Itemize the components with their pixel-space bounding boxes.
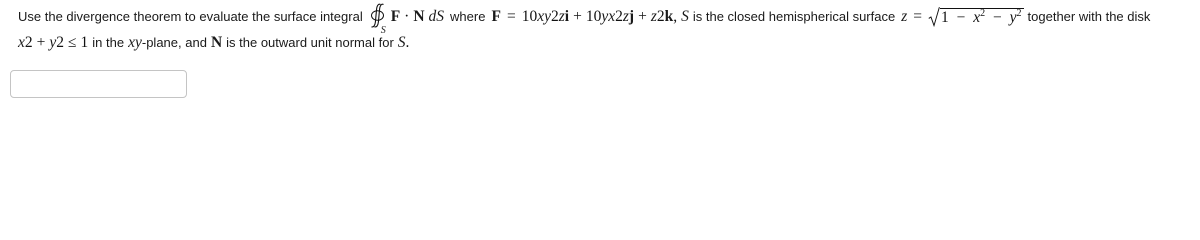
period: . <box>405 33 410 51</box>
radicand-y: y <box>1009 8 1017 26</box>
radicand-y-exponent: 2 <box>1016 7 1022 19</box>
plus-sign-2: + <box>638 7 647 25</box>
disk-y: y <box>49 33 57 51</box>
equals-sign-2: = <box>913 7 922 25</box>
term1-coefficient: 10 <box>521 7 538 25</box>
unit-vector-k: k <box>664 7 674 25</box>
term2-z: z <box>622 7 629 25</box>
term2-coefficient: 10 <box>585 7 602 25</box>
xy-plane-symbol: xy <box>128 33 142 51</box>
integrand-N: N <box>413 7 425 25</box>
radicand-x-exponent: 2 <box>980 7 986 19</box>
surface-description-text: is the closed hemispherical surface <box>692 8 896 24</box>
in-the-text: in the <box>92 34 125 50</box>
problem-statement <box>18 4 1198 55</box>
term1-z: z <box>558 7 565 25</box>
disk-plus: + <box>36 33 46 51</box>
where-text: where <box>450 8 486 24</box>
problem-prefix-text: Use the divergence theorem to evaluate the surface integral <box>18 8 363 24</box>
disk-x: x <box>18 33 25 51</box>
normal-description-text: is the outward unit normal for <box>226 34 394 50</box>
radicand-x: x <box>973 8 981 26</box>
disk-bound: 1 <box>80 33 89 51</box>
comma: , <box>673 7 678 25</box>
z-variable: z <box>901 7 908 25</box>
integrand-F: F <box>390 7 401 25</box>
radicand-minus-1: − <box>956 8 966 26</box>
term2-x: x <box>608 7 616 25</box>
vector-field-F: F <box>491 7 501 25</box>
integrand-S: S <box>436 7 445 25</box>
answer-input[interactable] <box>10 70 187 98</box>
radicand-one: 1 <box>941 8 949 26</box>
normal-N: N <box>210 33 223 51</box>
term1-y: y <box>544 7 551 25</box>
integral-subscript: S <box>380 24 386 36</box>
plane-text: -plane, and <box>141 34 207 50</box>
radicand-minus-2: − <box>993 8 1002 26</box>
unit-vector-j: j <box>628 7 635 25</box>
integrand-d: d <box>428 7 437 25</box>
closed-surface-integral-icon <box>367 4 389 36</box>
surface-S-2: S <box>397 33 406 51</box>
term1-x: x <box>537 7 545 25</box>
plus-sign-1: + <box>573 7 582 25</box>
problem-line-2: x 2 + y 2 ≤ 1 in the xy -plane, and N is the outward unit normal for S . <box>18 33 410 51</box>
surface-S: S <box>681 7 689 25</box>
radical-sign-icon <box>928 7 940 27</box>
problem-suffix-text: together with the disk <box>1027 8 1151 24</box>
term2-y: y <box>601 7 609 25</box>
equals-sign: = <box>506 7 516 25</box>
unit-vector-i: i <box>564 7 570 25</box>
term3-z: z <box>650 7 657 25</box>
less-or-equal-sign: ≤ <box>68 33 77 51</box>
integrand-dot: · <box>404 7 410 25</box>
problem-line-1: Use the divergence theorem to evaluate the surface integral S F · N d S where F = 10 x y 2 z i + 10 y x 2 z j + z 2 k , S is the closed hemispherical surface z = $1 - x^2 - y^2$ together with the disk <box>18 4 1198 29</box>
square-root <box>928 7 1024 27</box>
